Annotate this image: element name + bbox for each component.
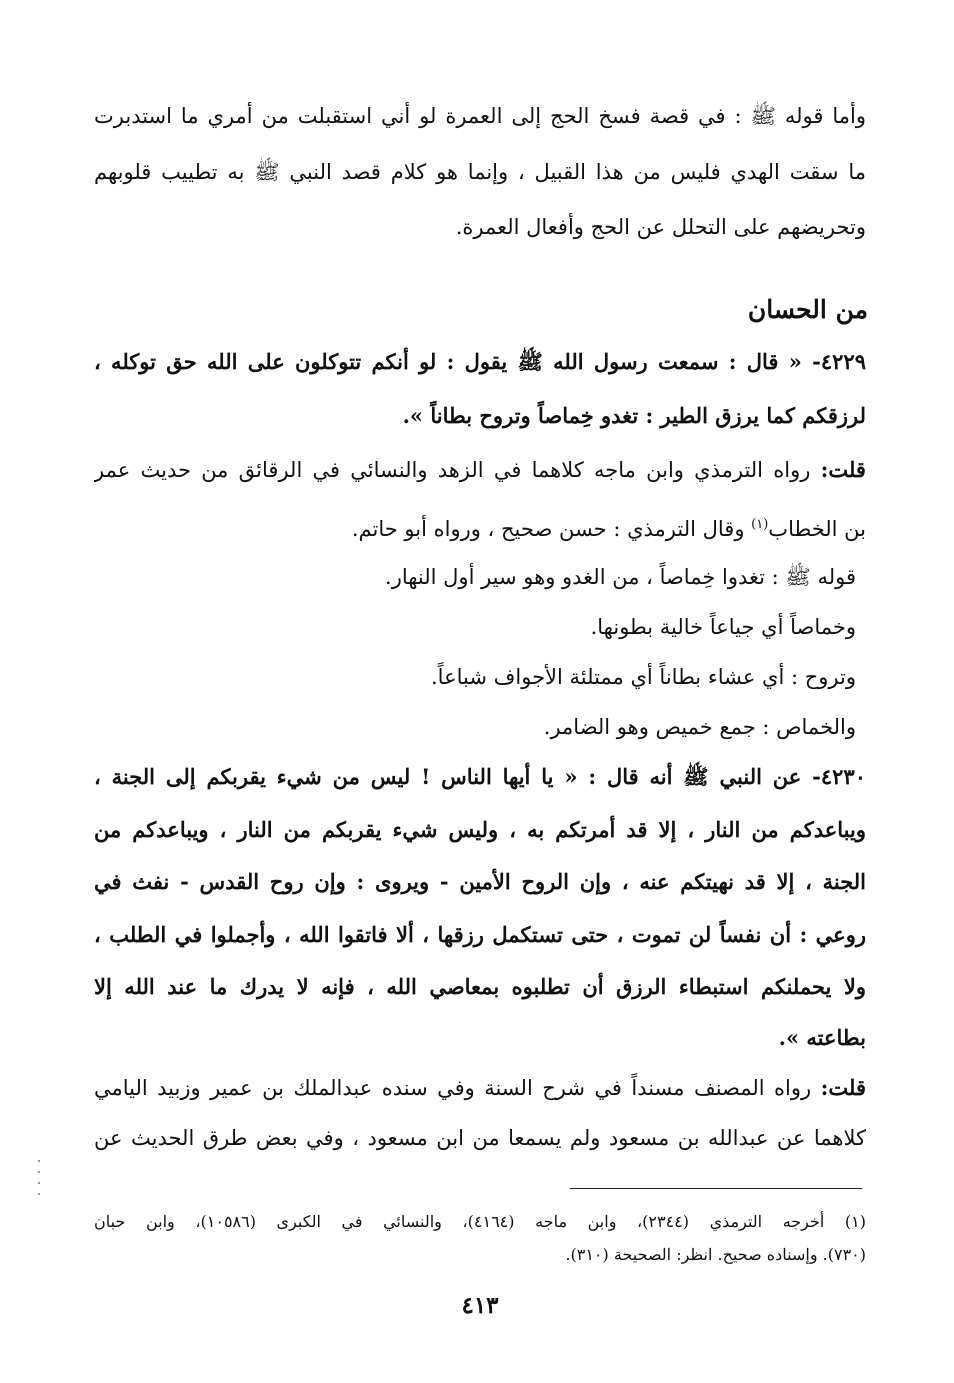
hadith-4230-line-3: الجنة ، إلا قد نهيتكم عنه ، وإن الروح الأمين - ويروى : وإن روح القدس - نفث في xyxy=(94,869,866,894)
qult-label: قلت: xyxy=(820,457,866,482)
note-line-1: قوله ﷺ : تغدوا خِماصاً ، من الغدو وهو سير أول النهار. xyxy=(385,565,856,589)
hadith-4230-line-1: ٤٢٣٠- عن النبي ﷺ أنه قال : « يا أيها الناس ! ليس من شيء يقربكم إلى الجنة ، xyxy=(94,764,866,789)
qult-1-line-2-end: وقال الترمذي : حسن صحيح ، ورواه أبو حاتم. xyxy=(351,517,745,541)
qult-2-text: رواه المصنف مسنداً في شرح السنة وفي سنده عبدالملك بن عمير وزبيد اليامي xyxy=(94,1076,812,1100)
footnote-line-1: (١) أخرجه الترمذي (٢٣٤٤)، وابن ماجه (٤١٦٤)، والنسائي في الكبرى (١٠٥٨٦)، وابن حبان xyxy=(94,1212,866,1231)
qult-1-line-2 xyxy=(352,505,866,545)
qult-1-line-2-start: بن الخطاب xyxy=(768,517,866,541)
hadith-4230-line-4: روعي : أن نفساً لن تموت ، حتى تستكمل رزقها ، ألا فاتقوا الله ، وأجملوا في الطلب ، xyxy=(94,922,866,947)
hadith-4229-line-2: لرزقكم كما يرزق الطير : تغدو خِماصاً وتروح بطاناً ». xyxy=(402,403,866,428)
qult-label: قلت: xyxy=(820,1075,866,1100)
hadith-4230-line-5: ولا يحملنكم استبطاء الرزق أن تطلبوه بمعاصي الله ، فإنه لا يدرك ما عند الله إلا xyxy=(94,974,866,999)
qult-1-text: رواه الترمذي وابن ماجه كلاهما في الزهد والنسائي في الرقائق من حديث عمر xyxy=(94,458,811,482)
hadith-4230-line-6: بطاعته ». xyxy=(778,1025,866,1050)
qult-1-line-1 xyxy=(94,450,866,490)
note-line-3: وتروح : أي عشاء بطاناً أي ممتلئة الأجواف شباعاً. xyxy=(431,665,856,689)
paragraph-1-line-1: وأما قوله ﷺ : في قصة فسخ الحج إلى العمرة لو أني استقبلت من أمري ما استدبرت xyxy=(94,104,866,128)
hadith-4230-line-2: ويباعدكم من النار ، إلا قد أمرتكم به ، وليس شيء يقربكم من النار ، ويباعدكم من xyxy=(94,817,866,842)
paragraph-1-line-3: وتحريضهم على التحلل عن الحج وأفعال العمرة. xyxy=(455,215,866,239)
qult-2-line-2: كلاهما عن عبدالله بن مسعود ولم يسمعا من ابن مسعود ، وفي بعض طرق الحديث عن xyxy=(94,1126,866,1150)
note-line-4: والخماص : جمع خميص وهو الضامر. xyxy=(543,715,856,739)
note-line-2: وخماصاً أي جياعاً خالية بطونها. xyxy=(590,615,856,639)
footnote-separator xyxy=(570,1188,862,1189)
footnote-line-2: (٧٣٠). وإسناده صحيح. انظر: الصحيحة (٣١٠). xyxy=(565,1245,866,1264)
footnote-reference[interactable]: (١) xyxy=(751,517,769,532)
paragraph-1-line-2: ما سقت الهدي فليس من هذا القبيل ، وإنما هو كلام قصد النبي ﷺ به تطييب قلوبهم xyxy=(94,160,866,184)
hadith-4229-line-1: ٤٢٢٩- « قال : سمعت رسول الله ﷺ يقول : لو أنكم تتوكلون على الله حق توكله ، xyxy=(94,349,866,374)
page-number: ٤١٣ xyxy=(461,1292,499,1319)
qult-2-line-1 xyxy=(94,1068,866,1108)
section-heading: من الحسان xyxy=(747,295,868,324)
scan-marks xyxy=(36,1160,42,1210)
